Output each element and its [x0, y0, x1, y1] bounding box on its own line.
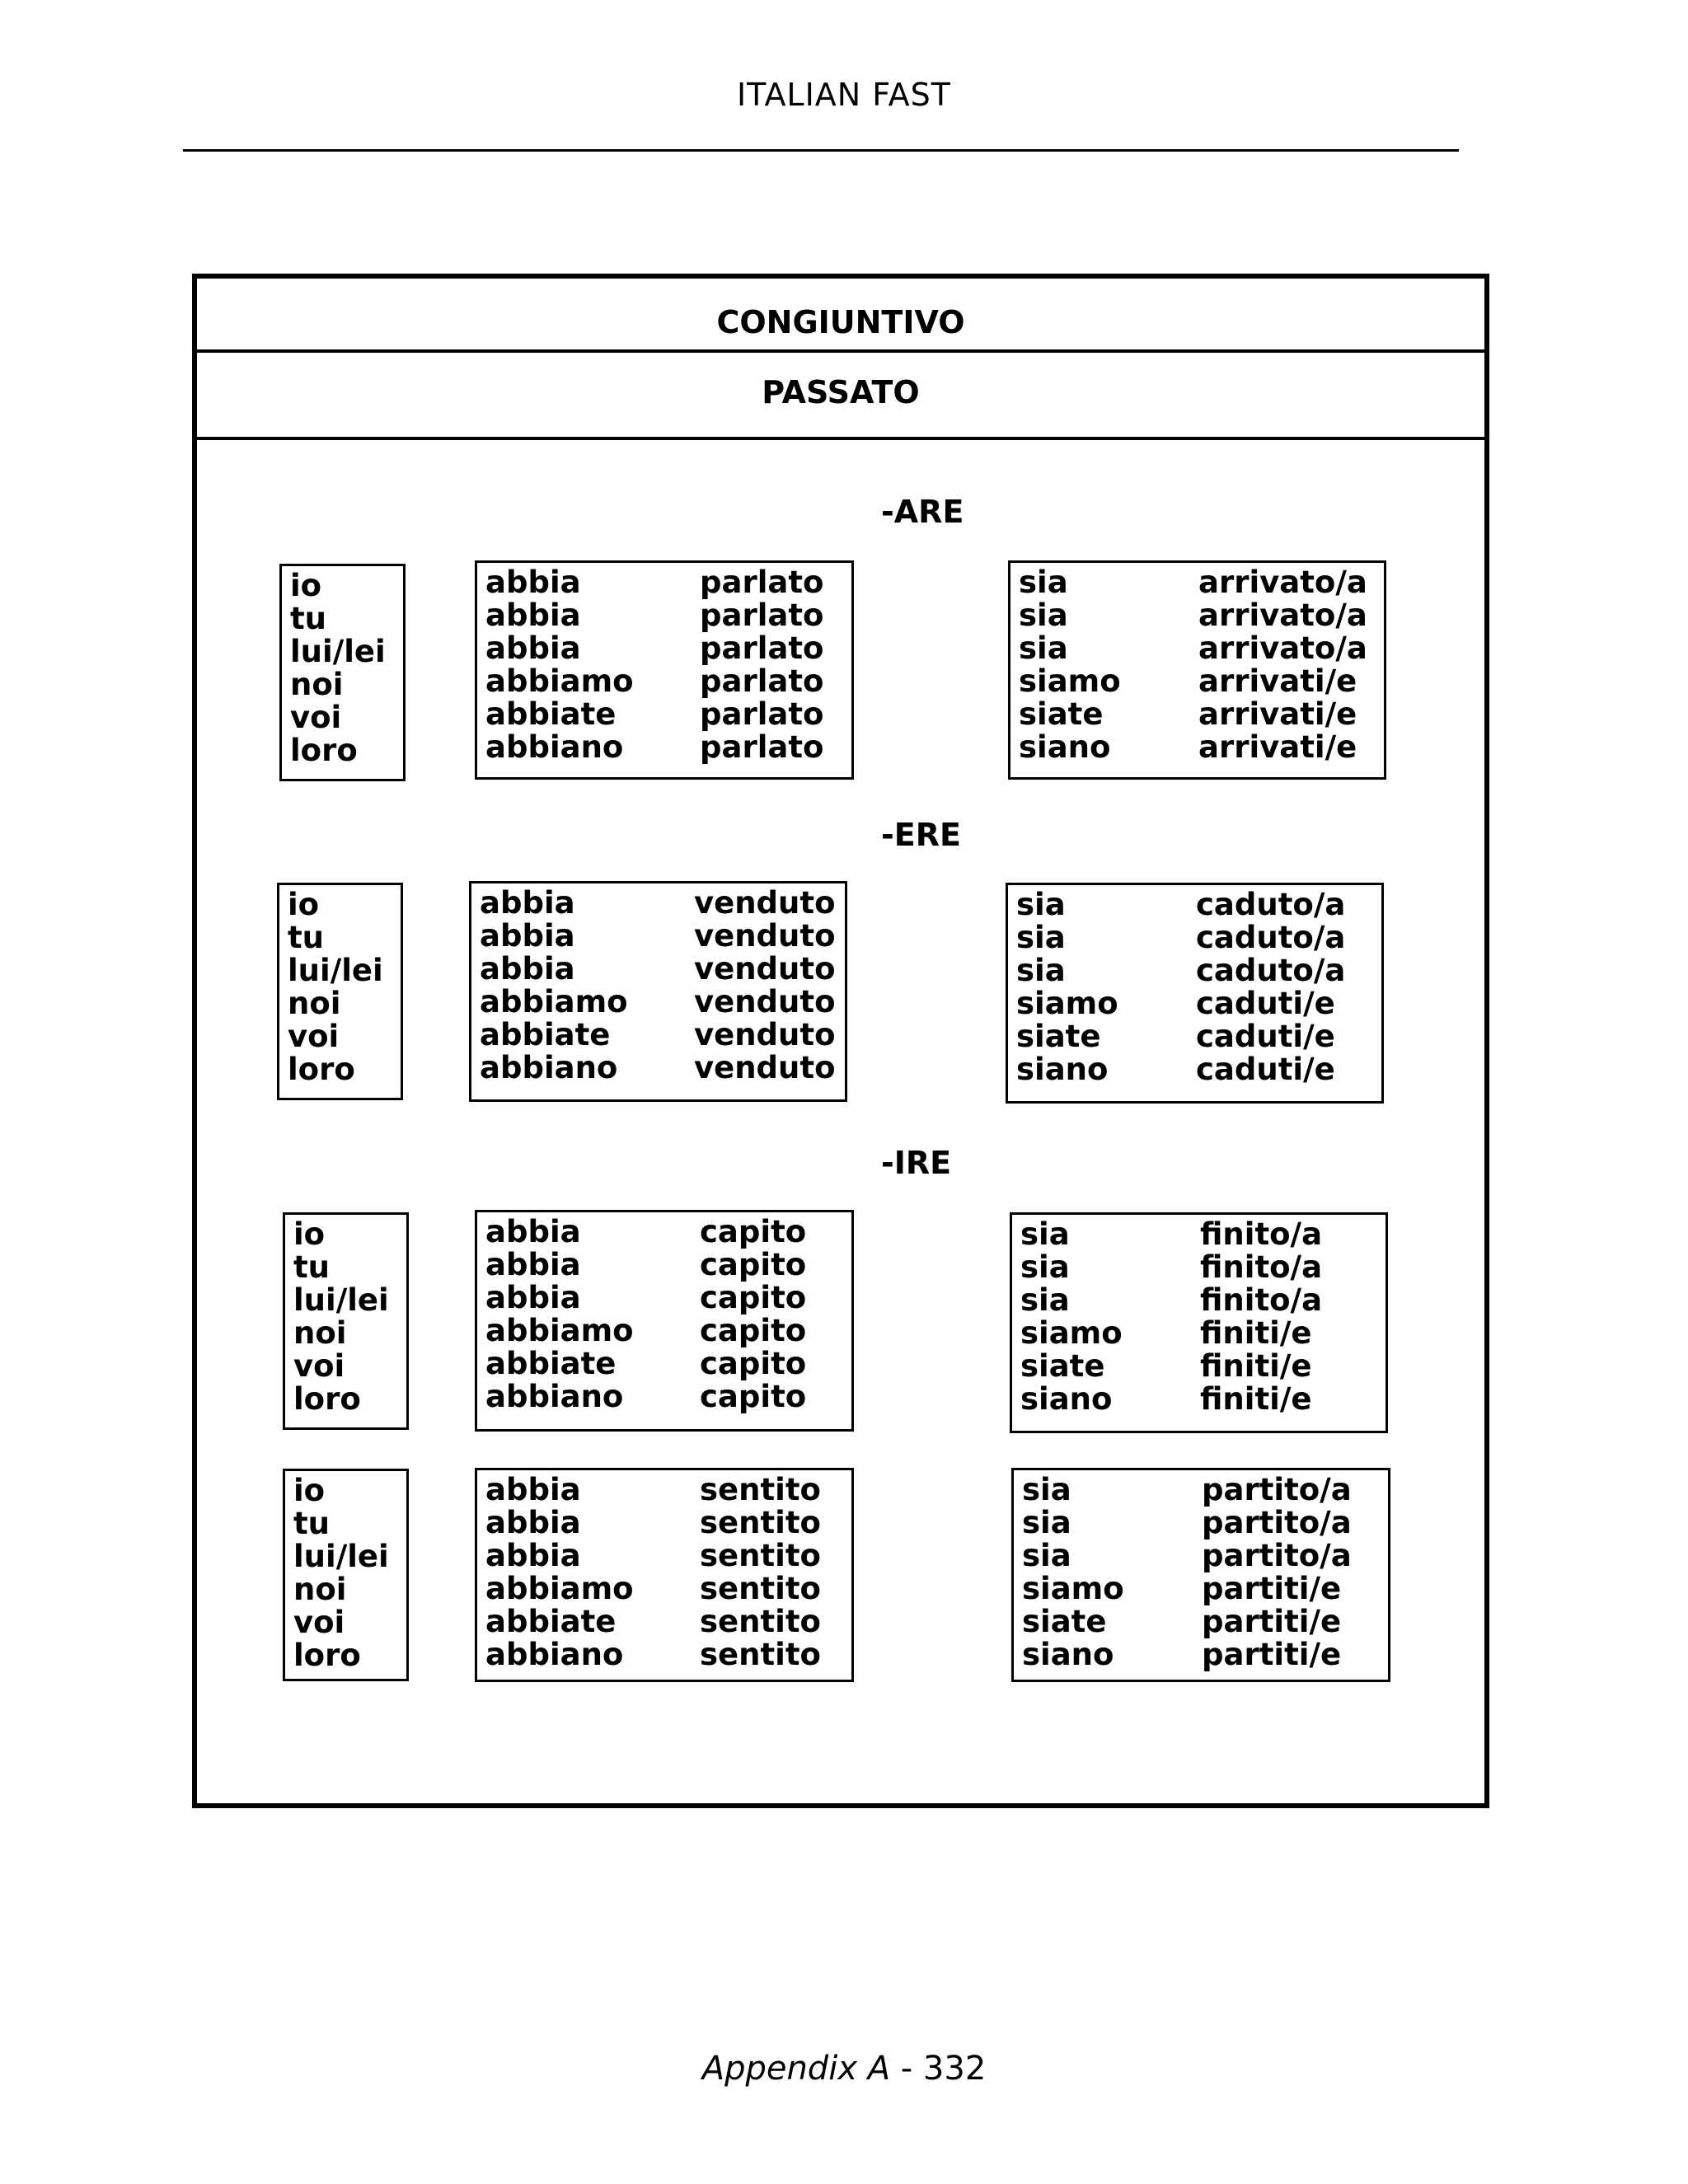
pronoun-row [293, 1507, 406, 1540]
conjugation-row [485, 1638, 851, 1671]
pronoun: lui/lei [293, 1539, 389, 1574]
auxiliary-verb: abbia [485, 630, 581, 666]
pronoun-box [283, 1469, 409, 1681]
auxiliary-verb: siate [1022, 1604, 1107, 1639]
pronoun-box [277, 883, 403, 1100]
pronoun: io [290, 568, 322, 603]
pronoun: tu [290, 601, 327, 636]
pronoun: voi [293, 1605, 345, 1640]
pronoun: tu [293, 1249, 331, 1285]
auxiliary-verb: sia [1019, 565, 1068, 600]
pronoun: loro [293, 1381, 361, 1417]
auxiliary-verb: sia [1016, 887, 1066, 922]
auxiliary-verb: sia [1020, 1249, 1070, 1285]
past-participle: venduto [694, 1017, 836, 1052]
conjugation-row [1020, 1317, 1386, 1350]
auxiliary-verb: abbia [485, 1472, 581, 1507]
conjugation-row [1016, 1020, 1381, 1053]
auxiliary-verb: abbia [485, 1505, 581, 1540]
avere-conjugation-box [475, 560, 854, 780]
conjugation-row [1022, 1474, 1388, 1507]
pronoun-row [290, 668, 403, 701]
past-participle: partiti/e [1202, 1571, 1342, 1606]
past-participle: sentito [700, 1505, 821, 1540]
past-participle: partito/a [1202, 1505, 1352, 1540]
auxiliary-verb: abbia [485, 1214, 581, 1249]
pronoun-row [293, 1639, 406, 1672]
auxiliary-verb: siamo [1022, 1571, 1124, 1606]
past-participle: sentito [700, 1604, 821, 1639]
past-participle: caduti/e [1196, 1019, 1335, 1054]
past-participle: parlato [700, 696, 824, 732]
auxiliary-verb: abbia [480, 885, 575, 921]
conjugation-row [1020, 1350, 1386, 1383]
pronoun: voi [290, 700, 342, 735]
past-participle: parlato [700, 565, 824, 600]
pronoun: noi [293, 1572, 347, 1607]
pronoun-row [293, 1251, 406, 1284]
avere-conjugation-box [475, 1210, 854, 1432]
conjugation-row [485, 731, 851, 764]
auxiliary-verb: abbiano [485, 1637, 624, 1672]
conjugation-row [485, 665, 851, 698]
conjugation-row [485, 1249, 851, 1282]
past-participle: finiti/e [1200, 1381, 1312, 1417]
footer-label: Appendix A [701, 2050, 891, 2088]
table-subtitle: PASSATO [762, 374, 920, 410]
auxiliary-verb: siate [1020, 1348, 1105, 1384]
auxiliary-verb: abbiano [485, 1379, 624, 1414]
page-footer [0, 2050, 1688, 2088]
past-participle: arrivato/a [1198, 565, 1367, 600]
past-participle: finito/a [1200, 1216, 1323, 1252]
auxiliary-verb: abbiate [485, 696, 617, 732]
conjugation-row [1022, 1605, 1388, 1638]
past-participle: arrivati/e [1198, 696, 1357, 732]
conjugation-row [1022, 1540, 1388, 1572]
past-participle: venduto [694, 885, 836, 921]
pronoun-row [290, 602, 403, 635]
pronoun-row [288, 954, 401, 987]
pronoun: tu [288, 920, 325, 955]
conjugation-row [1020, 1383, 1386, 1416]
pronoun-row [293, 1383, 406, 1416]
conjugation-row [485, 1216, 851, 1249]
conjugation-row [1022, 1507, 1388, 1540]
essere-conjugation-box [1010, 1212, 1388, 1433]
pronoun: io [288, 887, 320, 922]
section-label: -ARE [881, 494, 964, 530]
conjugation-row [1016, 987, 1381, 1020]
conjugation-row [485, 1540, 851, 1572]
auxiliary-verb: abbia [485, 598, 581, 633]
header-divider [183, 149, 1459, 152]
past-participle: caduti/e [1196, 986, 1335, 1021]
page-number: - 332 [890, 2050, 987, 2088]
conjugation-row [485, 1380, 851, 1413]
pronoun-row [290, 701, 403, 734]
auxiliary-verb: siano [1016, 1052, 1109, 1087]
conjugation-row [1019, 566, 1384, 599]
past-participle: venduto [694, 918, 836, 954]
conjugation-row [1016, 921, 1381, 954]
conjugation-row [1019, 599, 1384, 632]
conjugation-row [1022, 1572, 1388, 1605]
pronoun: voi [288, 1019, 340, 1054]
pronoun-row [293, 1284, 406, 1317]
past-participle: parlato [700, 630, 824, 666]
auxiliary-verb: abbiano [480, 1050, 618, 1085]
pronoun-box [279, 564, 406, 781]
pronoun: io [293, 1473, 326, 1508]
past-participle: caduto/a [1196, 920, 1346, 955]
pronoun: lui/lei [290, 634, 386, 669]
conjugation-row [480, 986, 845, 1019]
pronoun-row [293, 1540, 406, 1573]
auxiliary-verb: sia [1016, 953, 1066, 988]
auxiliary-verb: siate [1016, 1019, 1101, 1054]
conjugation-row [485, 1282, 851, 1315]
conjugation-table [192, 274, 1489, 1808]
pronoun: loro [290, 733, 358, 768]
conjugation-row [1016, 1053, 1381, 1086]
auxiliary-verb: siamo [1019, 663, 1121, 699]
auxiliary-verb: sia [1019, 598, 1068, 633]
past-participle: partiti/e [1202, 1637, 1342, 1672]
avere-conjugation-box [475, 1468, 854, 1682]
pronoun: lui/lei [293, 1282, 389, 1318]
pronoun-row [293, 1606, 406, 1639]
past-participle: finiti/e [1200, 1315, 1312, 1351]
pronoun: tu [293, 1506, 331, 1541]
conjugation-row [480, 953, 845, 986]
conjugation-row [480, 887, 845, 920]
auxiliary-verb: abbiamo [485, 663, 634, 699]
pronoun-row [288, 1053, 401, 1086]
pronoun-box [283, 1212, 409, 1430]
conjugation-row [485, 1507, 851, 1540]
page-header-title: ITALIAN FAST [736, 77, 952, 113]
past-participle: parlato [700, 663, 824, 699]
conjugation-row [485, 1572, 851, 1605]
conjugation-row [485, 1315, 851, 1347]
auxiliary-verb: abbiano [485, 729, 624, 765]
past-participle: partiti/e [1202, 1604, 1342, 1639]
past-participle: finito/a [1200, 1249, 1323, 1285]
past-participle: capito [700, 1346, 807, 1381]
auxiliary-verb: siano [1019, 729, 1111, 765]
pronoun-row [288, 921, 401, 954]
past-participle: arrivato/a [1198, 598, 1367, 633]
pronoun: noi [290, 667, 344, 702]
pronoun-row [290, 734, 403, 767]
table-divider [197, 437, 1484, 440]
conjugation-row [1020, 1284, 1386, 1317]
pronoun-row [290, 635, 403, 668]
conjugation-row [485, 1474, 851, 1507]
conjugation-row [485, 1347, 851, 1380]
pronoun-row [288, 1020, 401, 1053]
pronoun: noi [293, 1315, 347, 1351]
table-title: CONGIUNTIVO [716, 304, 965, 340]
pronoun: voi [293, 1348, 345, 1384]
auxiliary-verb: sia [1020, 1282, 1070, 1318]
table-divider [197, 349, 1484, 353]
pronoun: loro [288, 1052, 355, 1087]
auxiliary-verb: siano [1020, 1381, 1113, 1417]
pronoun-row [293, 1350, 406, 1383]
auxiliary-verb: sia [1016, 920, 1066, 955]
avere-conjugation-box [469, 881, 847, 1102]
conjugation-row [1022, 1638, 1388, 1671]
conjugation-row [1019, 632, 1384, 665]
auxiliary-verb: sia [1022, 1472, 1071, 1507]
past-participle: partito/a [1202, 1472, 1352, 1507]
auxiliary-verb: sia [1022, 1505, 1071, 1540]
past-participle: capito [700, 1313, 807, 1348]
past-participle: capito [700, 1247, 807, 1282]
section-label: -IRE [881, 1145, 952, 1181]
past-participle: parlato [700, 729, 824, 765]
conjugation-row [1019, 731, 1384, 764]
auxiliary-verb: abbiamo [485, 1313, 634, 1348]
pronoun-row [293, 1474, 406, 1507]
essere-conjugation-box [1006, 883, 1384, 1104]
conjugation-row [485, 698, 851, 731]
pronoun-row [293, 1218, 406, 1251]
conjugation-row [1016, 888, 1381, 921]
pronoun-row [288, 888, 401, 921]
conjugation-row [480, 920, 845, 953]
past-participle: venduto [694, 1050, 836, 1085]
past-participle: venduto [694, 984, 836, 1019]
conjugation-row [485, 566, 851, 599]
conjugation-row [485, 599, 851, 632]
conjugation-row [1016, 954, 1381, 987]
auxiliary-verb: abbia [485, 1247, 581, 1282]
auxiliary-verb: abbiate [485, 1346, 617, 1381]
conjugation-row [1019, 665, 1384, 698]
auxiliary-verb: siamo [1016, 986, 1118, 1021]
conjugation-row [480, 1019, 845, 1052]
auxiliary-verb: abbia [485, 1538, 581, 1573]
auxiliary-verb: sia [1019, 630, 1068, 666]
past-participle: caduti/e [1196, 1052, 1335, 1087]
past-participle: arrivato/a [1198, 630, 1367, 666]
auxiliary-verb: abbiamo [485, 1571, 634, 1606]
past-participle: finito/a [1200, 1282, 1323, 1318]
past-participle: sentito [700, 1538, 821, 1573]
past-participle: caduto/a [1196, 953, 1346, 988]
past-participle: sentito [700, 1571, 821, 1606]
past-participle: parlato [700, 598, 824, 633]
conjugation-row [1020, 1251, 1386, 1284]
past-participle: capito [700, 1379, 807, 1414]
auxiliary-verb: siamo [1020, 1315, 1123, 1351]
essere-conjugation-box [1008, 560, 1386, 780]
conjugation-row [485, 632, 851, 665]
essere-conjugation-box [1011, 1468, 1390, 1682]
auxiliary-verb: abbiamo [480, 984, 628, 1019]
pronoun-row [290, 569, 403, 602]
auxiliary-verb: abbia [480, 951, 575, 987]
past-participle: sentito [700, 1472, 821, 1507]
auxiliary-verb: sia [1020, 1216, 1070, 1252]
auxiliary-verb: sia [1022, 1538, 1071, 1573]
past-participle: capito [700, 1280, 807, 1315]
conjugation-row [480, 1052, 845, 1085]
conjugation-row [1019, 698, 1384, 731]
pronoun-row [293, 1317, 406, 1350]
past-participle: finiti/e [1200, 1348, 1312, 1384]
pronoun: lui/lei [288, 953, 383, 988]
conjugation-row [485, 1605, 851, 1638]
past-participle: partito/a [1202, 1538, 1352, 1573]
past-participle: caduto/a [1196, 887, 1346, 922]
pronoun: noi [288, 986, 341, 1021]
auxiliary-verb: abbia [480, 918, 575, 954]
past-participle: arrivati/e [1198, 663, 1357, 699]
auxiliary-verb: siano [1022, 1637, 1114, 1672]
auxiliary-verb: abbiate [480, 1017, 611, 1052]
pronoun: loro [293, 1638, 361, 1673]
auxiliary-verb: abbia [485, 1280, 581, 1315]
pronoun-row [288, 987, 401, 1020]
auxiliary-verb: abbia [485, 565, 581, 600]
auxiliary-verb: abbiate [485, 1604, 617, 1639]
past-participle: capito [700, 1214, 807, 1249]
past-participle: sentito [700, 1637, 821, 1672]
past-participle: arrivati/e [1198, 729, 1357, 765]
conjugation-row [1020, 1218, 1386, 1251]
section-label: -ERE [881, 817, 961, 853]
past-participle: venduto [694, 951, 836, 987]
pronoun: io [293, 1216, 326, 1252]
pronoun-row [293, 1573, 406, 1606]
auxiliary-verb: siate [1019, 696, 1104, 732]
